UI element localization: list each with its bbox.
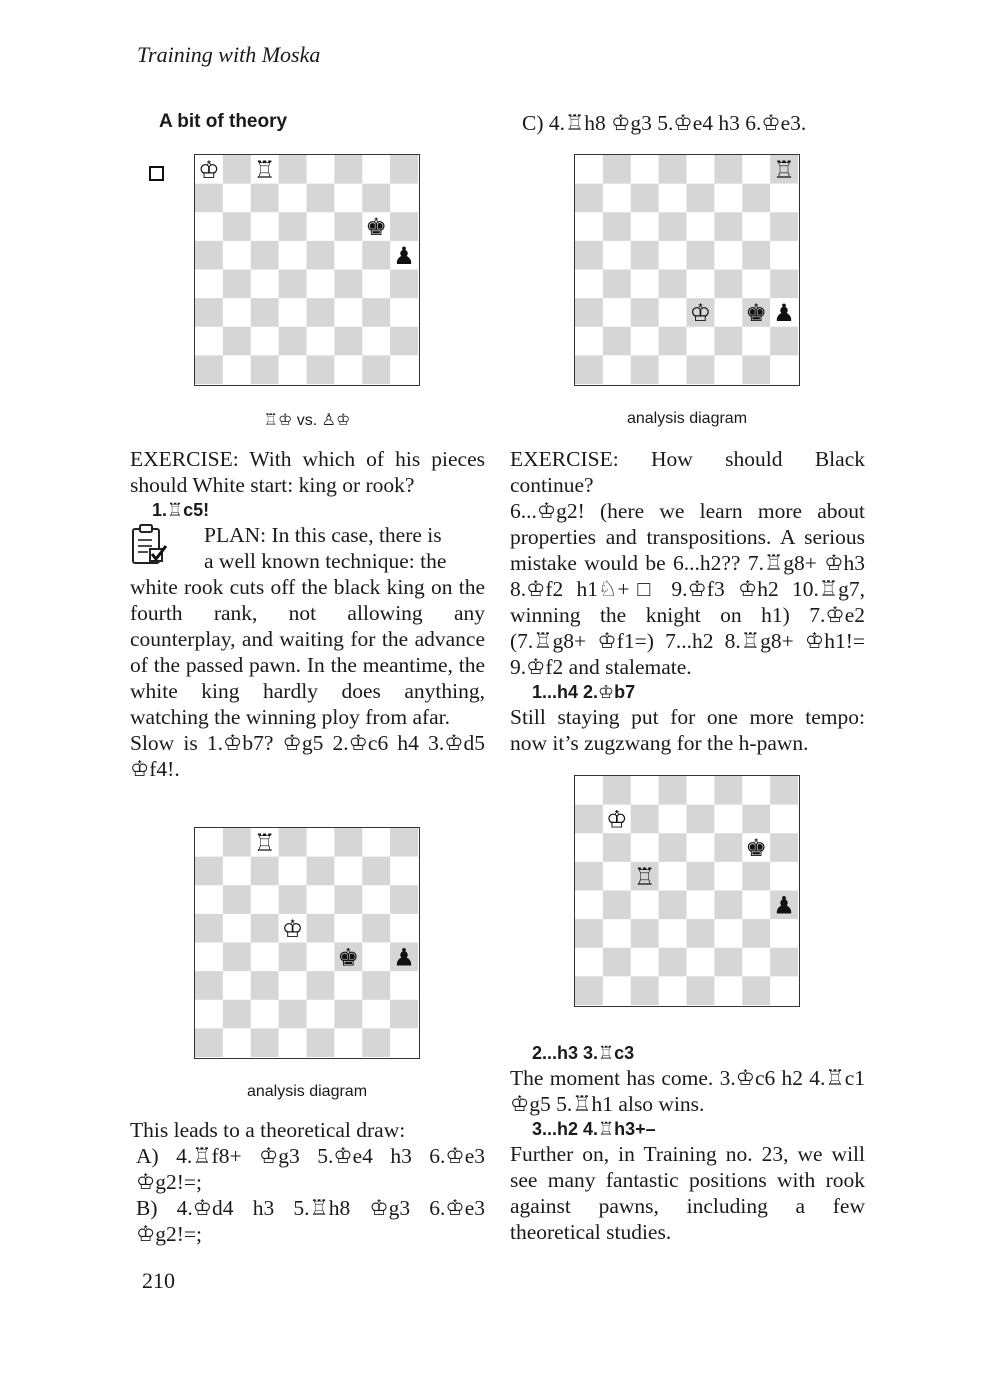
board-square	[742, 891, 770, 920]
board-square	[362, 943, 390, 972]
board-square	[195, 857, 223, 886]
piece-white-king-d5: ♔	[281, 914, 304, 943]
board-square	[334, 241, 362, 270]
piece-white-king-b7: ♔	[606, 805, 628, 834]
board-square	[195, 971, 223, 1000]
board-square	[223, 828, 251, 857]
board-square	[631, 976, 659, 1005]
board-square	[742, 948, 770, 977]
board-square	[362, 355, 390, 384]
board-square	[603, 298, 631, 327]
board-square	[390, 857, 418, 886]
move-2: 1...h4 2.♔b7	[532, 682, 636, 702]
board-square	[390, 1000, 418, 1029]
board-square	[334, 971, 362, 1000]
board-square	[362, 971, 390, 1000]
option-b: B) 4.♔d4 h3 5.♖h8 ♔g3 6.♔e3 ♔g2!=;	[136, 1196, 485, 1246]
board-square	[334, 885, 362, 914]
board-square	[770, 355, 798, 384]
board-square	[714, 862, 742, 891]
piece-white-king-e3: ♔	[689, 299, 712, 328]
piece-white-rook-h8: ♖	[773, 155, 795, 184]
board-square	[659, 862, 687, 891]
board-square	[223, 155, 251, 184]
piece-black-pawn-h4: ♟	[773, 891, 795, 920]
board-square	[742, 270, 770, 299]
board-square	[251, 971, 279, 1000]
board-square	[714, 776, 742, 805]
board-square	[362, 241, 390, 270]
board-square	[223, 270, 251, 299]
option-a: A) 4.♖f8+ ♔g3 5.♔e4 h3 6.♔e3 ♔g2!=;	[136, 1144, 485, 1194]
board-square	[687, 155, 715, 184]
board-square	[770, 919, 798, 948]
board-square	[714, 270, 742, 299]
board-square	[687, 919, 715, 948]
board-square	[362, 1028, 390, 1057]
board-square	[195, 184, 223, 213]
page-number: 210	[142, 1268, 175, 1293]
board-square	[334, 914, 362, 943]
analysis-text: 6...♔g2! (here we learn more about properties and transpositions. A serious mistake would be 6...h2?? 7.♖g8+ ♔h3 8.♔f2 h1♘+□ 9.♔f3 ♔h2 10.♖g7, winning the knight on h1) 7.♔e2 (7.♖g8+ ♔f1=) 7...h2 8.♖g8+ ♔h1!= 9.♔f2 and stalemate.	[510, 499, 865, 679]
board-square	[742, 976, 770, 1005]
board-square	[223, 184, 251, 213]
board-square	[307, 355, 335, 384]
board-square	[223, 885, 251, 914]
board-square	[659, 241, 687, 270]
board-square	[195, 241, 223, 270]
board-square	[770, 327, 798, 356]
board-square	[251, 298, 279, 327]
chess-diagram-4	[574, 775, 800, 1007]
board-square	[334, 155, 362, 184]
board-square	[279, 943, 307, 972]
piece-white-rook-c8: ♖	[253, 155, 276, 184]
exercise-checkbox-icon	[149, 166, 164, 181]
board-square	[714, 327, 742, 356]
board-square	[742, 327, 770, 356]
piece-black-pawn-h3: ♟	[773, 299, 795, 328]
board-square	[659, 776, 687, 805]
board-square	[770, 776, 798, 805]
board-square	[251, 270, 279, 299]
board-square	[575, 270, 603, 299]
board-square	[603, 184, 631, 213]
board-square	[195, 212, 223, 241]
board-square	[307, 212, 335, 241]
board-square	[195, 1028, 223, 1057]
board-square	[631, 184, 659, 213]
exercise-text-1: EXERCISE: With which of his pieces should White start: king or rook?	[130, 447, 485, 497]
board-square	[714, 976, 742, 1005]
board-square	[575, 833, 603, 862]
board-square	[279, 298, 307, 327]
chess-board-3	[575, 155, 798, 384]
plan-line-1: PLAN: In this case, there is	[204, 523, 442, 547]
board-square	[659, 805, 687, 834]
board-square	[603, 355, 631, 384]
board-square	[714, 155, 742, 184]
board-square	[659, 976, 687, 1005]
board-square	[687, 327, 715, 356]
board-square	[575, 776, 603, 805]
board-square	[251, 857, 279, 886]
board-square	[279, 828, 307, 857]
chess-diagram-2	[194, 827, 420, 1059]
board-square	[334, 184, 362, 213]
board-square	[659, 298, 687, 327]
board-square	[223, 914, 251, 943]
board-square	[603, 891, 631, 920]
board-square	[631, 776, 659, 805]
board-square	[390, 155, 418, 184]
board-square	[659, 184, 687, 213]
board-square	[279, 327, 307, 356]
board-square	[279, 155, 307, 184]
board-square	[770, 948, 798, 977]
board-square	[742, 212, 770, 241]
further-text: Further on, in Training no. 23, we will see many fantastic positions with rook against pawns, including a few theoretical studies.	[510, 1142, 865, 1244]
board-square	[390, 327, 418, 356]
board-square	[575, 891, 603, 920]
diagram-caption-2: analysis diagram	[246, 1083, 368, 1100]
board-square	[390, 828, 418, 857]
board-square	[770, 184, 798, 213]
board-square	[390, 885, 418, 914]
diagram-caption-1: ♖♔ vs. ♙♔	[263, 412, 351, 429]
board-square	[631, 298, 659, 327]
board-square	[603, 776, 631, 805]
board-square	[390, 914, 418, 943]
board-square	[279, 212, 307, 241]
board-square	[603, 919, 631, 948]
board-square	[223, 241, 251, 270]
board-square	[603, 241, 631, 270]
board-square	[659, 891, 687, 920]
board-square	[631, 212, 659, 241]
board-square	[659, 155, 687, 184]
board-square	[251, 1000, 279, 1029]
board-square	[223, 857, 251, 886]
board-square	[687, 355, 715, 384]
board-square	[687, 833, 715, 862]
board-square	[279, 184, 307, 213]
board-square	[307, 943, 335, 972]
diagram-caption-3: analysis diagram	[626, 410, 748, 427]
board-square	[195, 1000, 223, 1029]
board-square	[770, 976, 798, 1005]
board-square	[390, 298, 418, 327]
board-square	[307, 1000, 335, 1029]
plan-text: white rook cuts off the black king on the fourth rank, not allowing any counterplay, and waiting for the advance of the passed pawn. In the meantime, the white king hardly does anything, watching the winning ploy from afar.	[130, 575, 485, 729]
board-square	[631, 919, 659, 948]
board-square	[631, 270, 659, 299]
board-square	[251, 355, 279, 384]
piece-black-pawn-h4: ♟	[393, 943, 415, 972]
board-square	[714, 891, 742, 920]
board-square	[714, 298, 742, 327]
board-square	[603, 976, 631, 1005]
board-square	[279, 1000, 307, 1029]
board-square	[631, 327, 659, 356]
board-square	[631, 355, 659, 384]
board-square	[307, 914, 335, 943]
board-square	[362, 298, 390, 327]
board-square	[603, 155, 631, 184]
board-square	[714, 948, 742, 977]
board-square	[603, 833, 631, 862]
board-square	[575, 155, 603, 184]
running-header: Training with Moska	[137, 42, 321, 67]
board-square	[742, 919, 770, 948]
board-square	[362, 155, 390, 184]
board-square	[631, 805, 659, 834]
plan-line-2: a well known technique: the	[204, 549, 447, 573]
board-square	[362, 857, 390, 886]
board-square	[770, 212, 798, 241]
board-square	[307, 298, 335, 327]
board-square	[279, 355, 307, 384]
board-square	[307, 241, 335, 270]
board-square	[362, 327, 390, 356]
piece-black-king-f4: ♚	[337, 943, 360, 972]
board-square	[575, 212, 603, 241]
board-square	[195, 270, 223, 299]
board-square	[279, 971, 307, 1000]
board-square	[223, 1000, 251, 1029]
board-square	[575, 327, 603, 356]
board-square	[631, 241, 659, 270]
board-square	[631, 948, 659, 977]
option-c: C) 4.♖h8 ♔g3 5.♔e4 h3 6.♔e3.	[522, 111, 807, 135]
board-square	[659, 948, 687, 977]
board-square	[631, 891, 659, 920]
board-square	[195, 828, 223, 857]
piece-white-rook-c5: ♖	[633, 862, 656, 891]
board-square	[603, 327, 631, 356]
board-square	[334, 857, 362, 886]
clipboard-check-icon	[130, 522, 170, 572]
board-square	[714, 241, 742, 270]
board-square	[687, 212, 715, 241]
board-square	[195, 943, 223, 972]
board-square	[307, 885, 335, 914]
board-square	[687, 184, 715, 213]
board-square	[575, 919, 603, 948]
board-square	[659, 270, 687, 299]
exercise-text-2: EXERCISE: How should Black continue?	[510, 447, 865, 497]
move-3: 2...h3 3.♖c3	[532, 1043, 635, 1063]
board-square	[390, 355, 418, 384]
board-square	[334, 1000, 362, 1029]
board-square	[742, 776, 770, 805]
board-square	[251, 914, 279, 943]
board-square	[251, 885, 279, 914]
board-square	[770, 833, 798, 862]
board-square	[687, 891, 715, 920]
board-square	[659, 833, 687, 862]
section-title: A bit of theory	[159, 111, 288, 132]
draw-intro: This leads to a theoretical draw:	[130, 1118, 406, 1142]
board-square	[251, 1028, 279, 1057]
board-square	[770, 270, 798, 299]
board-square	[659, 212, 687, 241]
board-square	[223, 355, 251, 384]
board-square	[714, 805, 742, 834]
board-square	[195, 298, 223, 327]
board-square	[575, 976, 603, 1005]
board-square	[334, 270, 362, 299]
board-square	[223, 327, 251, 356]
board-square	[251, 943, 279, 972]
board-square	[362, 914, 390, 943]
piece-black-pawn-h5: ♟	[393, 241, 415, 270]
board-square	[575, 862, 603, 891]
chess-board-4	[575, 776, 798, 1005]
chess-diagram-1	[194, 154, 420, 386]
board-square	[195, 355, 223, 384]
plan-block	[130, 522, 485, 730]
board-square	[334, 327, 362, 356]
board-square	[307, 1028, 335, 1057]
board-square	[575, 805, 603, 834]
board-square	[631, 833, 659, 862]
board-square	[687, 805, 715, 834]
board-square	[223, 971, 251, 1000]
piece-black-king-g6: ♚	[745, 834, 767, 863]
board-square	[687, 270, 715, 299]
board-square	[307, 971, 335, 1000]
board-square	[362, 184, 390, 213]
board-square	[575, 355, 603, 384]
board-square	[603, 948, 631, 977]
board-square	[334, 212, 362, 241]
board-square	[631, 155, 659, 184]
slow-line: Slow is 1.♔b7? ♔g5 2.♔c6 h4 3.♔d5 ♔f4!.	[130, 731, 485, 781]
board-square	[575, 298, 603, 327]
board-square	[687, 948, 715, 977]
board-square	[603, 270, 631, 299]
board-square	[307, 155, 335, 184]
board-square	[307, 270, 335, 299]
chess-board-1	[195, 155, 418, 384]
board-square	[603, 862, 631, 891]
board-square	[714, 184, 742, 213]
chess-board-2	[195, 828, 418, 1057]
board-square	[687, 241, 715, 270]
board-square	[195, 914, 223, 943]
board-square	[575, 948, 603, 977]
board-square	[362, 270, 390, 299]
board-square	[742, 241, 770, 270]
board-square	[390, 270, 418, 299]
board-square	[307, 184, 335, 213]
board-square	[334, 828, 362, 857]
board-square	[742, 862, 770, 891]
board-square	[714, 355, 742, 384]
board-square	[770, 241, 798, 270]
board-square	[334, 1028, 362, 1057]
board-square	[223, 212, 251, 241]
moment-text: The moment has come. 3.♔c6 h2 4.♖c1 ♔g5 5.♖h1 also wins.	[510, 1066, 865, 1116]
piece-white-rook-c8: ♖	[253, 828, 276, 857]
board-square	[742, 805, 770, 834]
move-4: 3...h2 4.♖h3+–	[532, 1119, 656, 1139]
board-square	[742, 155, 770, 184]
board-square	[770, 805, 798, 834]
piece-white-king-a8: ♔	[198, 155, 220, 184]
board-square	[687, 862, 715, 891]
board-square	[390, 184, 418, 213]
board-square	[603, 212, 631, 241]
board-square	[659, 327, 687, 356]
board-square	[575, 241, 603, 270]
board-square	[714, 212, 742, 241]
board-square	[307, 857, 335, 886]
board-square	[687, 976, 715, 1005]
board-square	[659, 355, 687, 384]
board-square	[687, 776, 715, 805]
board-square	[223, 943, 251, 972]
board-square	[742, 184, 770, 213]
board-square	[659, 919, 687, 948]
board-square	[334, 298, 362, 327]
piece-black-king-g3: ♚	[745, 299, 767, 328]
board-square	[279, 857, 307, 886]
board-square	[279, 885, 307, 914]
board-square	[390, 971, 418, 1000]
board-square	[195, 885, 223, 914]
board-square	[714, 919, 742, 948]
board-square	[362, 828, 390, 857]
move-1: 1.♖c5!	[152, 500, 210, 520]
board-square	[195, 327, 223, 356]
board-square	[251, 212, 279, 241]
board-square	[390, 212, 418, 241]
board-square	[307, 828, 335, 857]
board-square	[742, 355, 770, 384]
board-square	[251, 241, 279, 270]
board-square	[251, 184, 279, 213]
board-square	[251, 327, 279, 356]
board-square	[279, 241, 307, 270]
board-square	[575, 184, 603, 213]
piece-black-king-g6: ♚	[365, 213, 387, 242]
board-square	[307, 327, 335, 356]
board-square	[223, 298, 251, 327]
board-square	[279, 270, 307, 299]
board-square	[770, 862, 798, 891]
board-square	[279, 1028, 307, 1057]
board-square	[362, 885, 390, 914]
board-square	[223, 1028, 251, 1057]
board-square	[362, 1000, 390, 1029]
board-square	[390, 1028, 418, 1057]
zugzwang-text: Still staying put for one more tempo: now it’s zugzwang for the h-pawn.	[510, 705, 865, 755]
chess-diagram-3	[574, 154, 800, 386]
board-square	[714, 833, 742, 862]
board-square	[334, 355, 362, 384]
